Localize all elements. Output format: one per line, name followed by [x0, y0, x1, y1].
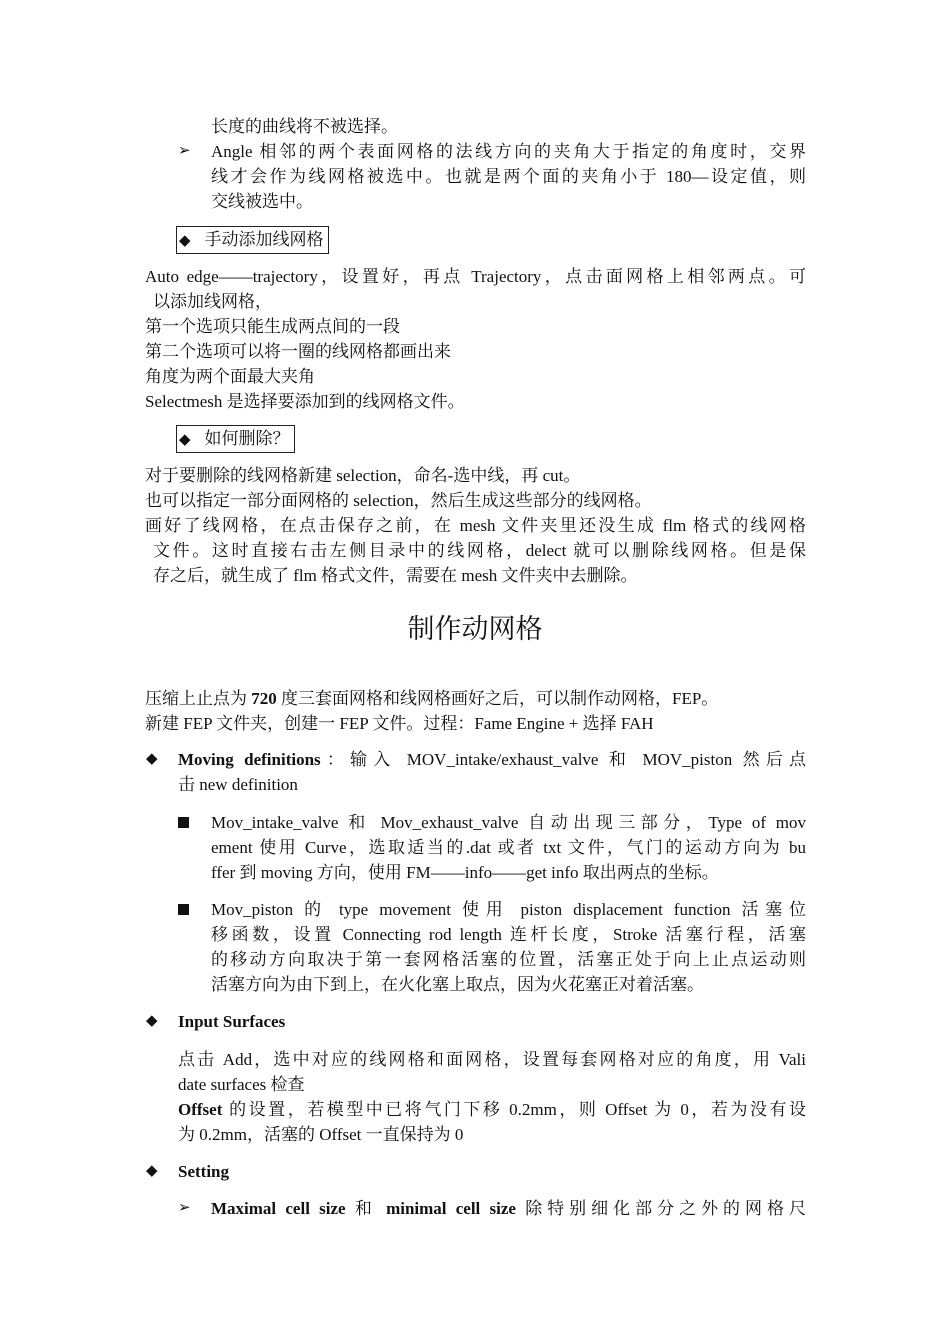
- text-line: 击 new definition: [178, 775, 298, 794]
- text-line: Angle 相邻的两个表面网格的法线方向的夹角大于指定的角度时，交界: [211, 142, 806, 161]
- diamond-bullet-icon: ◆: [146, 751, 158, 767]
- text-line: ement 使用 Curve，选取适当的.dat 或者 txt 文件，气门的运动方向为 bu: [211, 838, 806, 857]
- text-line: 也可以指定一部分面网格的 selection，然后生成这些部分的线网格。: [145, 491, 652, 510]
- text-run: ：输入 MOV_intake/exhaust_valve 和 MOV_piston 然后点: [320, 750, 806, 769]
- text-line: [178, 1009, 285, 1034]
- section-box-label: 如何删除？: [204, 429, 290, 448]
- text-line: 点击 Add，选中对应的线网格和面网格，设置每套网格对应的角度，用 Vali: [178, 1050, 806, 1069]
- bold-term: Offset: [178, 1100, 223, 1119]
- square-bullet-icon: [178, 897, 189, 922]
- text-line: 的移动方向取决于第一套网格活塞的位置，活塞正处于向上止点运动则: [211, 950, 806, 969]
- square-bullet-icon: [178, 810, 189, 835]
- text-run: 压缩上止点为: [145, 689, 252, 708]
- section-box-manual-add: [176, 226, 329, 254]
- text-line: 对于要删除的线网格新建 selection，命名-选中线，再 cut。: [145, 466, 581, 485]
- section-box-delete: [176, 425, 295, 453]
- section-box-label: 手动添加线网格: [204, 230, 324, 249]
- text-line: 为 0.2mm，活塞的 Offset 一直保持为 0: [178, 1125, 464, 1144]
- text-line: 存之后，就生成了 flm 格式文件，需要在 mesh 文件夹中去删除。: [153, 566, 638, 585]
- diamond-icon: ◆: [179, 432, 191, 448]
- bold-term: Setting: [178, 1162, 229, 1181]
- text-line: 活塞方向为由下到上，在火化塞上取点，因为火花塞正对着活塞。: [211, 975, 704, 994]
- text-line: 第一个选项只能生成两点间的一段: [145, 317, 400, 336]
- text-line: [178, 747, 806, 772]
- text-line: 画好了线网格，在点击保存之前，在 mesh 文件夹里还没生成 flm 格式的线网格: [145, 516, 806, 535]
- arrow-bullet-icon: ➢: [178, 1200, 191, 1216]
- text-line: 文件。这时直接右击左侧目录中的线网格，delect 就可以删除线网格。但是保: [153, 541, 806, 560]
- bold-term: Input Surfaces: [178, 1012, 286, 1031]
- diamond-icon: ◆: [179, 233, 191, 249]
- text-line: 线才会作为线网格被选中。也就是两个面的夹角小于 180—设定值，则: [211, 167, 806, 186]
- text-run: 和: [345, 1199, 387, 1218]
- bold-value: 720: [251, 689, 277, 708]
- diamond-bullet-icon: ◆: [146, 1013, 158, 1029]
- bold-term: minimal cell size: [386, 1199, 516, 1218]
- text-line: [145, 686, 718, 711]
- bold-term: Maximal cell size: [211, 1199, 346, 1218]
- text-line: 以添加线网格，: [153, 292, 272, 311]
- text-line: date surfaces 检查: [178, 1075, 305, 1094]
- text-line: [178, 1159, 229, 1184]
- text-line: Mov_piston 的 type movement 使用 piston displacement function 活塞位: [211, 900, 806, 919]
- diamond-bullet-icon: ◆: [146, 1163, 158, 1179]
- bold-term: Moving definitions: [178, 750, 321, 769]
- section-heading: 制作动网格: [407, 614, 543, 644]
- text-line: Mov_intake_valve 和 Mov_exhaust_valve 自动出现三部分，Type of mov: [211, 813, 806, 832]
- arrow-bullet-icon: ➢: [178, 143, 191, 159]
- text-line: 移函数，设置 Connecting rod length 连杆长度，Stroke 活塞行程，活塞: [211, 925, 806, 944]
- text-line: 第二个选项可以将一圈的线网格都画出来: [145, 342, 451, 361]
- text-line: 新建 FEP 文件夹，创建一 FEP 文件。过程：Fame Engine + 选择 FAH: [145, 714, 654, 733]
- text-run: 度三套面网格和线网格画好之后，可以制作动网格，FEP。: [276, 689, 719, 708]
- text-line: Auto edge——trajectory，设置好，再点 Trajectory，点击面网格上相邻两点。可: [145, 267, 806, 286]
- text-run: 除特别细化部分之外的网格尺: [515, 1199, 807, 1218]
- text-line: ffer 到 moving 方向，使用 FM——info——get info 取出两点的坐标。: [211, 863, 719, 882]
- text-line: [211, 1196, 806, 1221]
- text-line: [178, 1097, 806, 1122]
- text-run: 的设置，若模型中已将气门下移 0.2mm，则 Offset 为 0，若为没有设: [222, 1100, 806, 1119]
- text-line: 长度的曲线将不被选择。: [211, 117, 398, 136]
- text-line: 交线被选中。: [211, 192, 313, 211]
- text-line: Selectmesh 是选择要添加到的线网格文件。: [145, 392, 465, 411]
- text-line: 角度为两个面最大夹角: [145, 367, 315, 386]
